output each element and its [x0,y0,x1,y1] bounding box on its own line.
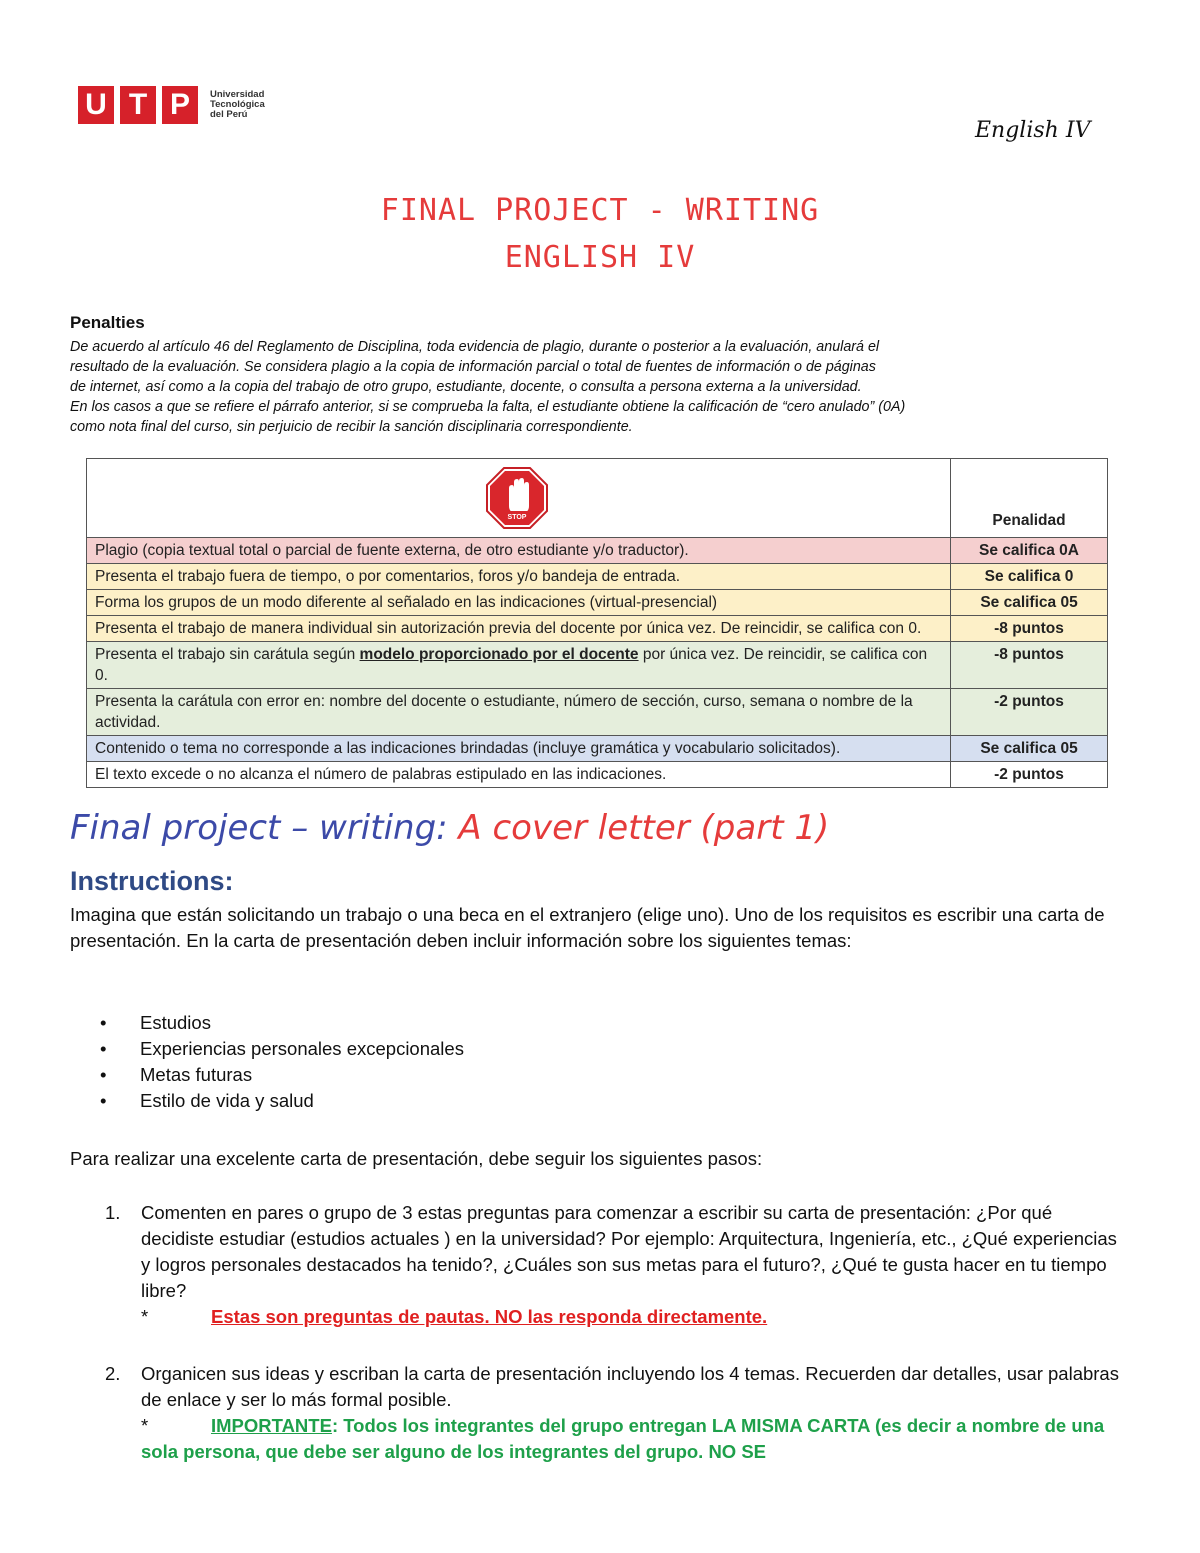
rule-cell: Contenido o tema no corresponde a las indicaciones brindadas (incluye gramática y vocabulario solicitados). [87,736,951,762]
penalty-cell: Se califica 05 [951,590,1108,616]
rule-text: por única vez. De reincidir, se califica con 0. [95,646,928,684]
penalty-cell: Se califica 05 [951,736,1108,762]
step-note-text: Estas son preguntas de pautas. NO las responda directamente. [211,1306,768,1327]
instructions-intro: Imagina que están solicitando un trabajo o una beca en el extranjero (elige uno). Uno de los requisitos es escribir una carta de presentación. En la carta de presentación deben incluir información sobre los siguientes temas: [70,904,1105,951]
table-row [87,590,1108,616]
table-row [87,564,1108,590]
step-1 [105,1200,1125,1330]
penalties-line: De acuerdo al artículo 46 del Reglamento de Disciplina, toda evidencia de plagio, durante o posterior a la evaluación, anulará el [70,339,880,355]
bullet-icon: • [100,1064,107,1085]
logo-text-line: Tecnológica [210,99,265,110]
important-text: : Todos los integrantes del grupo entregan LA MISMA CARTA (es decir a nombre de una sola persona, que debe ser alguno de los integrantes del grupo. NO SE [141,1415,1105,1462]
table-row [87,762,1108,788]
utp-logo [78,86,265,124]
penalty-cell: -8 puntos [951,616,1108,642]
step-text: Comenten en pares o grupo de 3 estas preguntas para comenzar a escribir su carta de presentación: ¿Por qué decidiste estudiar (estudios actuales ) en la universidad? Por ejemplo: Arquitectura, Ingeniería, etc., ¿Qué experiencias y logros personales destacados ha tenido?, ¿Cuáles son sus metas para el futuro?, ¿Qué te gusta hacer en tu tiempo libre? [141,1202,1117,1301]
course-label: English IV [975,118,1091,143]
project-title [70,808,829,848]
rule-cell: El texto excede o no alcanza el número de palabras estipulado en las indicaciones. [87,762,951,788]
logo-text-line: Universidad [210,89,265,100]
table-header-row [87,459,1108,538]
topics-list [100,1010,464,1114]
stop-sign-icon [485,466,549,530]
penalty-cell: -2 puntos [951,689,1108,736]
logo-letter-u: U [78,86,114,124]
star-icon: * [141,1415,149,1436]
penalty-cell: -2 puntos [951,762,1108,788]
list-item [100,1010,464,1036]
stop-label: STOP [507,514,527,521]
bullet-icon: • [100,1038,107,1059]
logo-text-line: del Perú [210,109,248,120]
table-row [87,642,1108,689]
table-row [87,689,1108,736]
bullet-icon: • [100,1012,107,1033]
penalty-column-header: Penalidad [951,459,1108,538]
page-title: FINAL PROJECT - WRITING [380,193,820,228]
steps-intro: Para realizar una excelente carta de presentación, debe seguir los siguientes pasos: [70,1148,763,1169]
rule-cell: Presenta el trabajo fuera de tiempo, o por comentarios, foros y/o bandeja de entrada. [87,564,951,590]
rule-cell: Presenta el trabajo de manera individual sin autorización previa del docente por única vez. De reincidir, se califica con 0. [87,616,951,642]
step-text: Organicen sus ideas y escriban la carta de presentación incluyendo los 4 temas. Recuerden dar detalles, usar palabras de enlace y ser lo más formal posible. [141,1363,1119,1410]
penalty-cell: Se califica 0 [951,564,1108,590]
rule-cell: Plagio (copia textual total o parcial de fuente externa, de otro estudiante y/o traductor). [87,538,951,564]
stop-cell [87,459,951,538]
topic-text: Estudios [140,1012,211,1033]
topic-text: Metas futuras [140,1064,253,1085]
penalty-table [86,458,1108,788]
logo-text [210,90,265,120]
rule-cell: Forma los grupos de un modo diferente al señalado en las indicaciones (virtual-presencial) [87,590,951,616]
step-number: 1. [105,1202,121,1223]
project-title-prefix: Final project – writing: [70,808,459,848]
penalty-cell: -8 puntos [951,642,1108,689]
instructions-heading: Instructions: [70,866,234,896]
topic-text: Experiencias personales excepcionales [140,1038,464,1059]
step-note [141,1304,1125,1330]
step-number: 2. [105,1363,121,1384]
rule-cell: Presenta la carátula con error en: nombre del docente o estudiante, número de sección, curso, semana o nombre de la actividad. [87,689,951,736]
penalties-line: de internet, así como a la copia del trabajo de otro grupo, estudiante, docente, o consulta a persona externa a la universidad. [70,379,862,395]
list-item [100,1088,464,1114]
star-icon: * [141,1306,149,1327]
logo-letter-p: P [162,86,198,124]
list-item [100,1062,464,1088]
table-row [87,538,1108,564]
penalties-line: resultado de la evaluación. Se considera plagio a la copia de información parcial o total de fuentes de información o de páginas [70,359,876,375]
page-subtitle: ENGLISH IV [504,240,696,275]
penalties-line: como nota final del curso, sin perjuicio de recibir la sanción disciplinaria correspondiente. [70,419,633,435]
table-row [87,616,1108,642]
rule-cell [87,642,951,689]
table-row [87,736,1108,762]
penalties-paragraph [70,337,1130,437]
project-title-topic: A cover letter (part 1) [458,808,830,848]
rule-text-emphasis: modelo proporcionado por el docente [359,646,639,663]
logo-letter-t: T [120,86,156,124]
step-2 [105,1361,1125,1413]
penalties-line: En los casos a que se refiere el párrafo anterior, si se comprueba la falta, el estudiante obtiene la calificación de “cero anulado” (0A) [70,399,906,415]
important-label: IMPORTANTE [211,1415,332,1436]
topic-text: Estilo de vida y salud [140,1090,314,1111]
penalties-heading: Penalties [70,313,145,332]
bullet-icon: • [100,1090,107,1111]
list-item [100,1036,464,1062]
penalty-cell: Se califica 0A [951,538,1108,564]
rule-text: Presenta el trabajo sin carátula según [95,646,360,663]
step-2-note [141,1413,1131,1465]
